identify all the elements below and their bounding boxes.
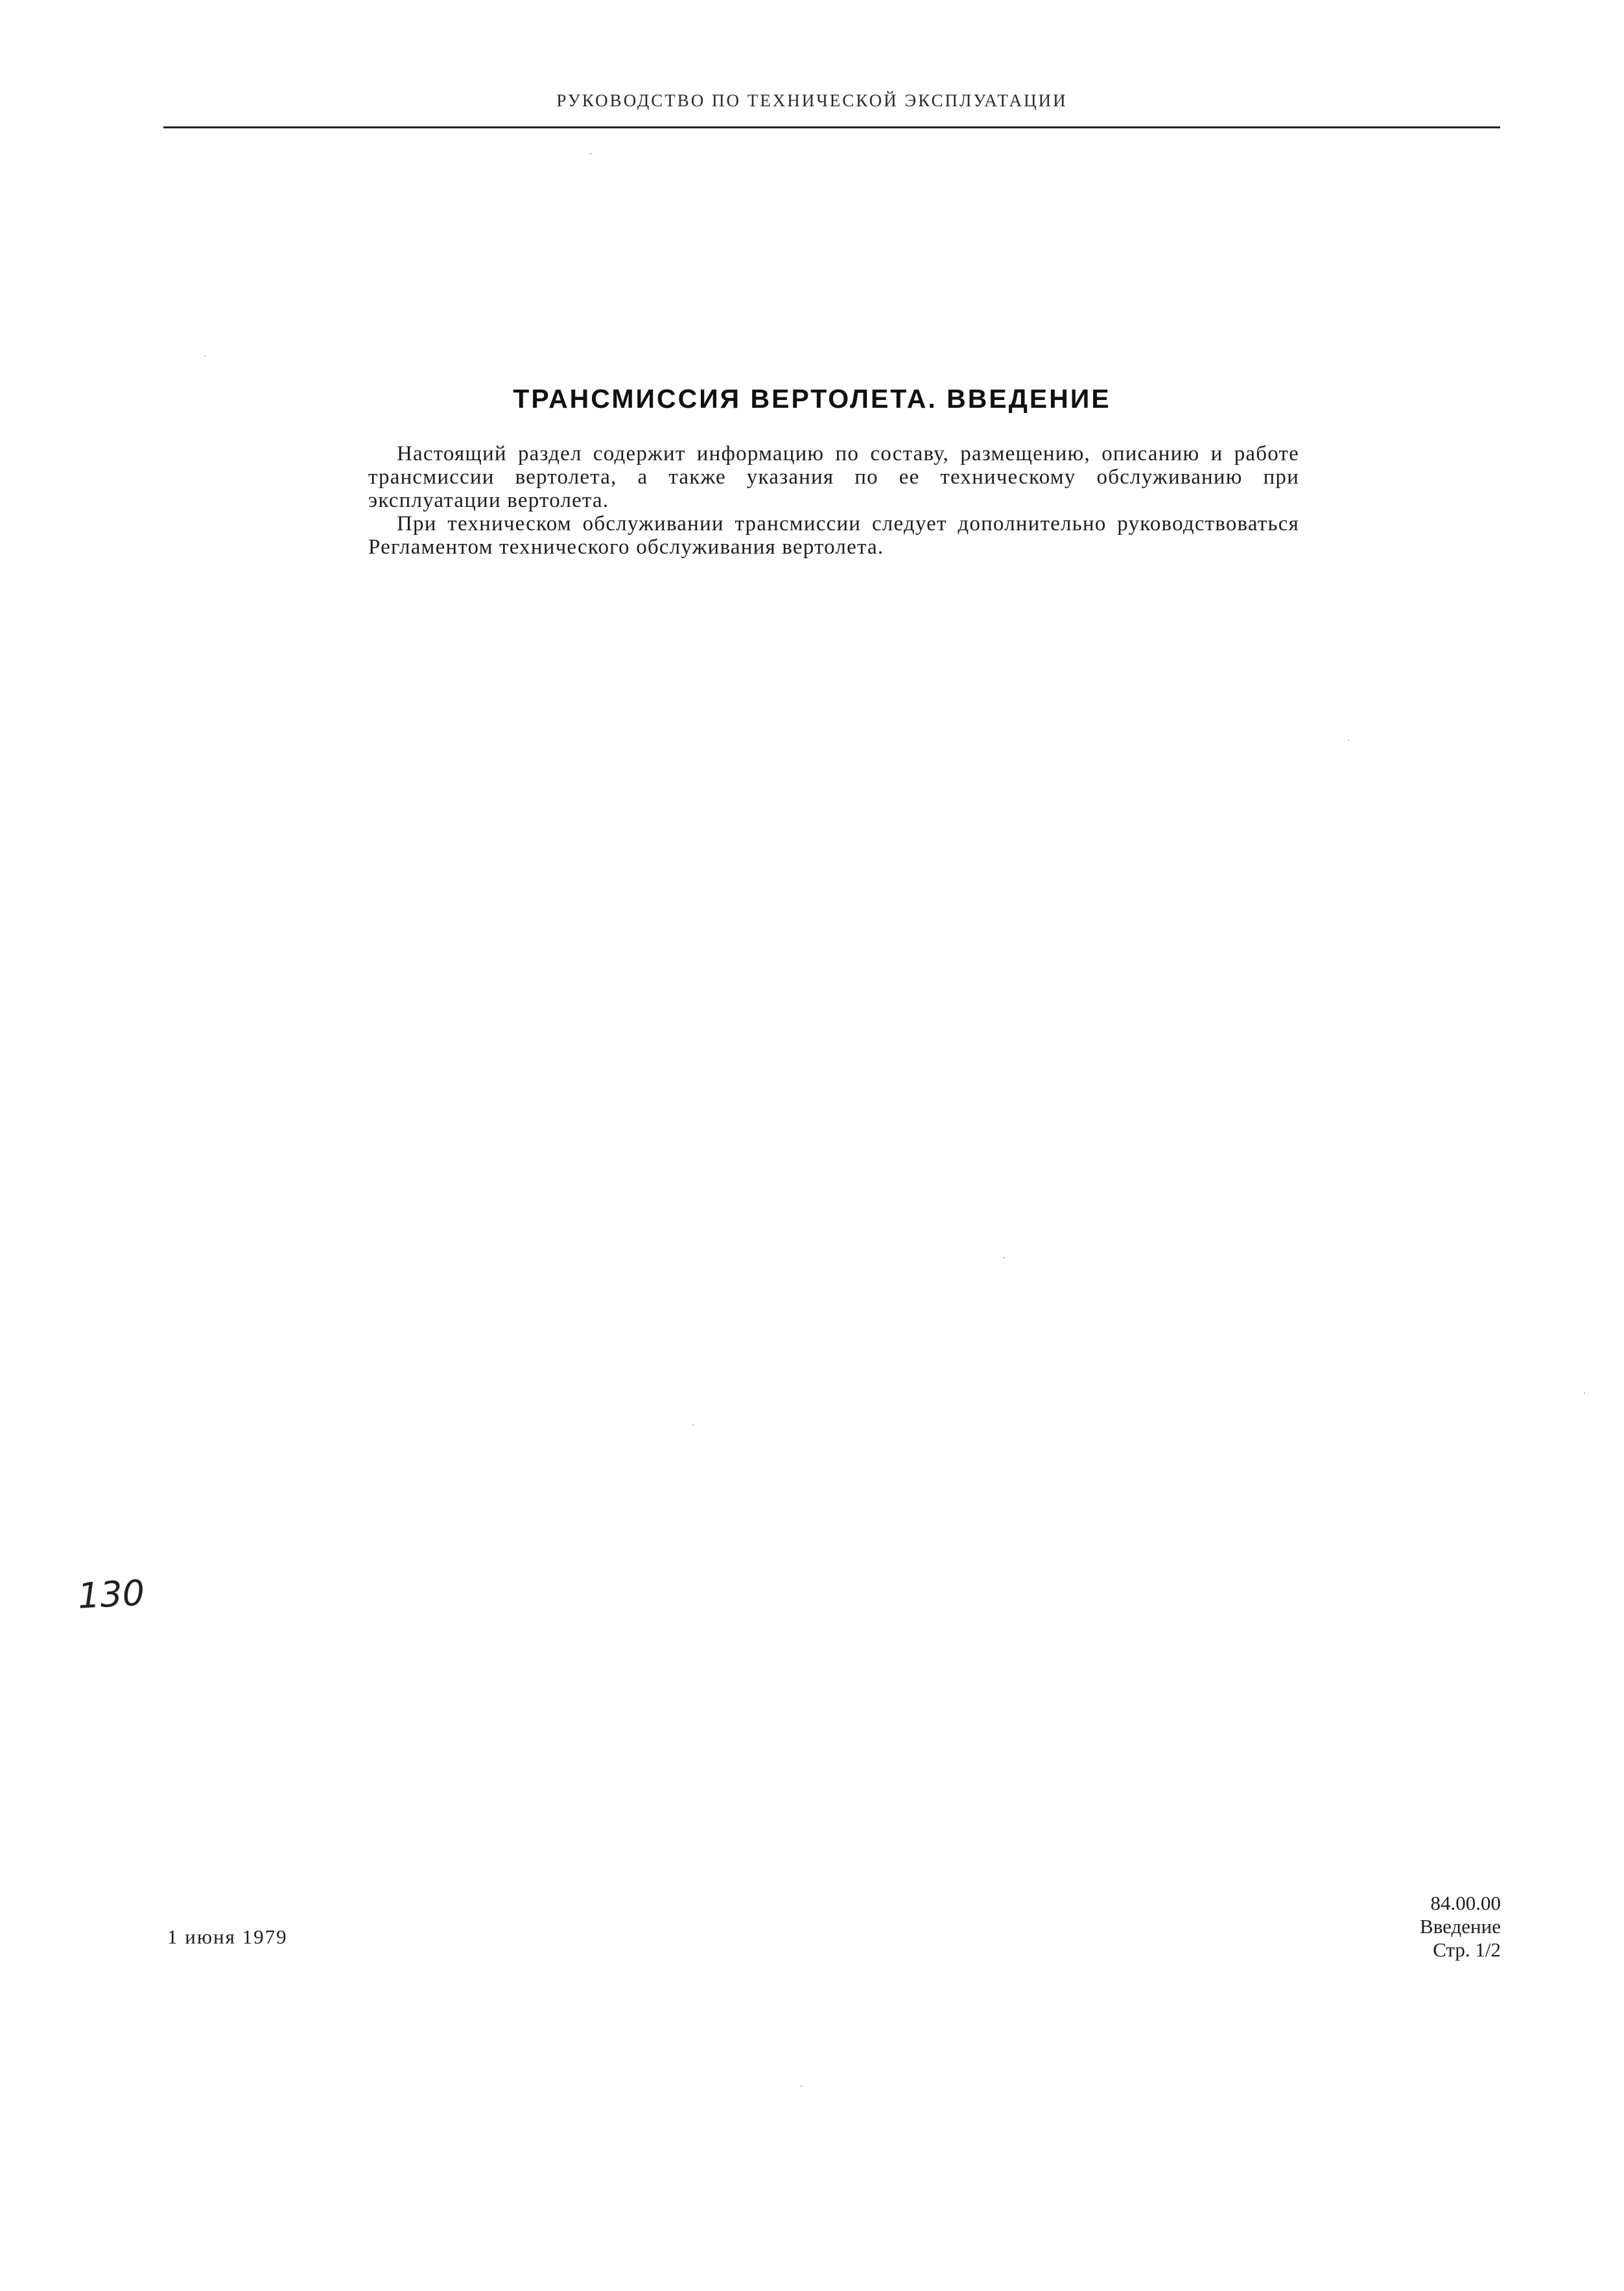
scan-speck (1348, 740, 1349, 741)
running-header: РУКОВОДСТВО ПО ТЕХНИЧЕСКОЙ ЭКСПЛУАТАЦИИ (556, 91, 1068, 110)
footer-reference (1420, 1892, 1501, 1962)
footer-date: 1 июня 1979 (167, 1925, 288, 1948)
paragraph: При техническом обслуживании трансмиссии следует дополнительно руководствоваться Регламентом технического обслуживания вертолета. (368, 512, 1299, 559)
page-number: Стр. 1/2 (1433, 1938, 1501, 1961)
scan-speck (1004, 1257, 1005, 1258)
paragraph: Настоящий раздел содержит информацию по составу, размещению, описанию и работе трансмиссии вертолета, а также указания по ее техническому обслуживанию при эксплуатации вертолета. (368, 442, 1299, 512)
scan-speck (692, 1424, 694, 1426)
scan-speck (204, 355, 206, 357)
scan-speck (590, 153, 591, 154)
section-title: ТРАНСМИССИЯ ВЕРТОЛЕТА. ВВЕДЕНИЕ (513, 384, 1111, 414)
section-name: Введение (1420, 1915, 1501, 1938)
body-text (368, 442, 1299, 559)
header-rule (163, 126, 1500, 128)
scan-speck (1584, 1392, 1585, 1394)
handwritten-page-number: 130 (76, 1572, 146, 1617)
scan-speck (801, 2085, 802, 2087)
doc-code: 84.00.00 (1430, 1892, 1501, 1914)
